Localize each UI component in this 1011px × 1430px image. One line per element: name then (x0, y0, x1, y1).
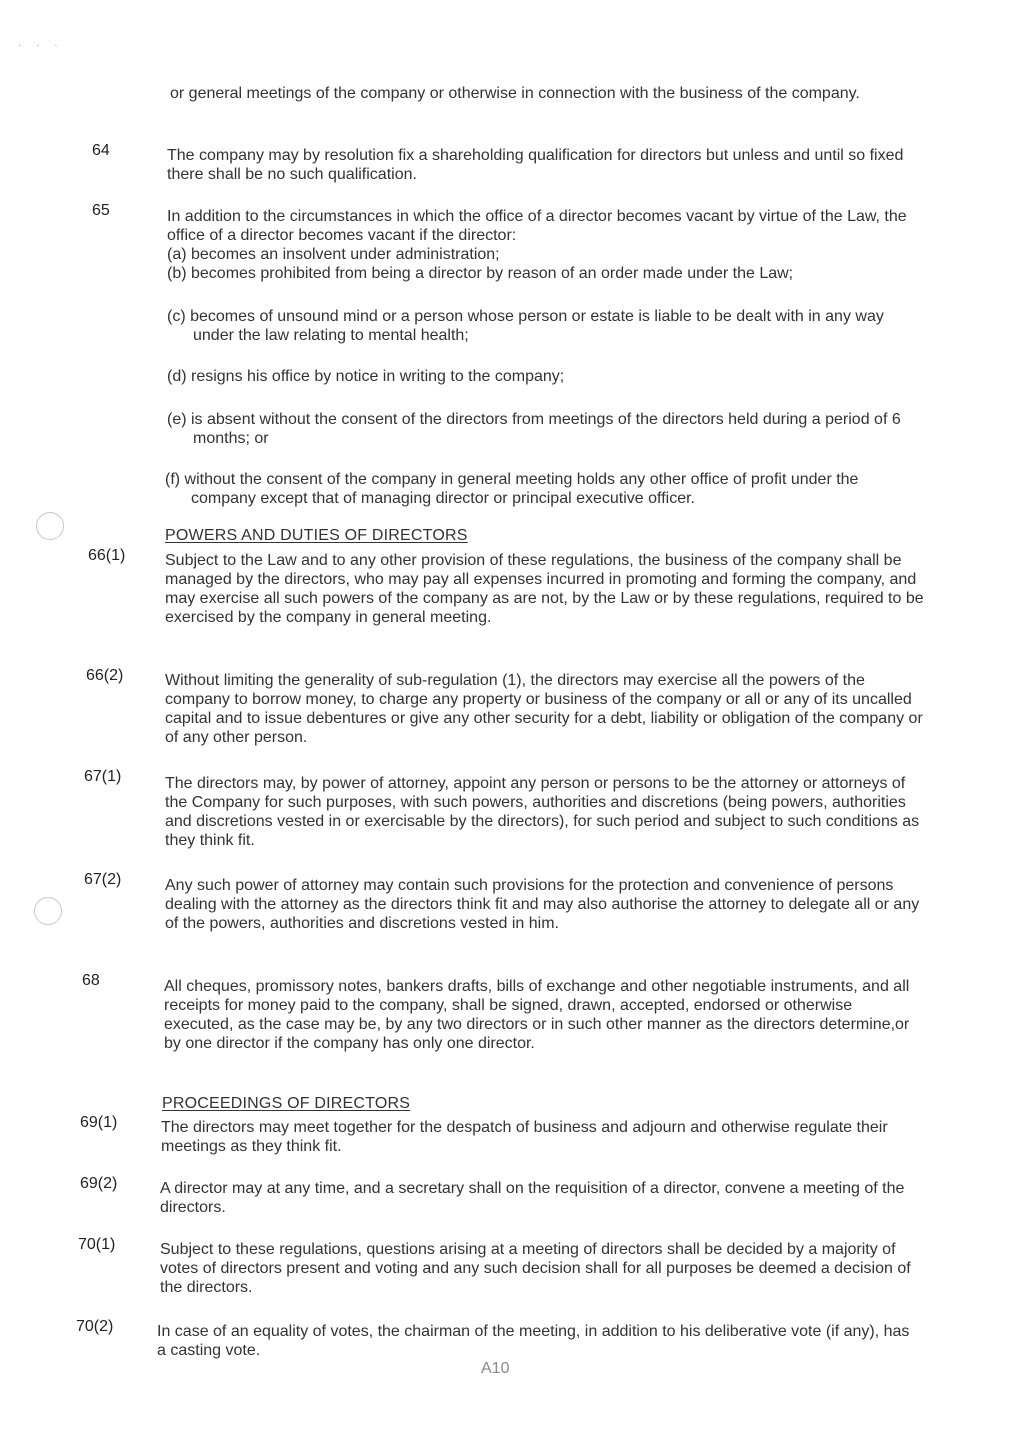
clause-number: 70(2) (76, 1318, 114, 1335)
clause-item-d (167, 367, 927, 386)
intro-text: or general meetings of the company or otherwise in connection with the business of the company. (170, 85, 860, 102)
clause-text: Without limiting the generality of sub-regulation (1), the directors may exercise all the powers of the company to borrow money, to charge any property or business of the company or all or any of its uncalled capital and to issue debentures or give any other security for a debt, liability or obligation of the company or of any other person. (165, 672, 923, 746)
clause-number: 66(1) (88, 547, 126, 564)
clause-item-c (167, 307, 927, 345)
clause-text: A director may at any time, and a secretary shall on the requisition of a director, convene a meeting of the directors. (160, 1180, 905, 1216)
clause-item-a: (a) becomes an insolvent under administration; (167, 246, 500, 263)
clause-item-c-text: (c) becomes of unsound mind or a person whose person or estate is liable to be dealt with in any way under the law relating to mental health; (167, 308, 884, 344)
section-heading-powers: POWERS AND DUTIES OF DIRECTORS (165, 527, 468, 544)
clause-number: 70(1) (78, 1236, 116, 1253)
scan-specks: · · · (18, 40, 64, 51)
clause-item-f-text: (f) without the consent of the company in general meeting holds any other office of profit under the company except that of managing director or principal executive officer. (165, 471, 859, 507)
clause-text: Subject to these regulations, questions arising at a meeting of directors shall be decided by a majority of votes of directors present and voting and any such decision shall for all purposes be deemed a decision of the directors. (160, 1241, 911, 1296)
clause-text: All cheques, promissory notes, bankers drafts, bills of exchange and other negotiable instruments, and all receipts for money paid to the company, shall be signed, drawn, accepted, endorsed or otherwise executed, as the case may be, by any two directors or in such other manner as the directors determine,or by one director if the company has only one director. (164, 978, 910, 1052)
punch-hole-top (36, 512, 64, 540)
clause-number: 68 (82, 972, 100, 989)
clause-number: 67(2) (84, 871, 122, 888)
clause-65-block (167, 207, 927, 283)
clause-text: Subject to the Law and to any other provision of these regulations, the business of the company shall be managed by the directors, who may pay all expenses incurred in promoting and forming the company, and may exercise all such powers of the company as are not, by the Law or by these regulations, required to be exercised by the company in general meeting. (165, 552, 924, 626)
clause-item-f (165, 470, 925, 508)
clause-number: 69(1) (80, 1114, 118, 1131)
punch-hole-bottom (34, 897, 62, 925)
clause-item-b: (b) becomes prohibited from being a director by reason of an order made under the Law; (167, 265, 794, 282)
clause-item-e-text: (e) is absent without the consent of the directors from meetings of the directors held during a period of 6 months; or (167, 411, 901, 447)
clause-text: The company may by resolution fix a shareholding qualification for directors but unless and until so fixed there shall be no such qualification. (167, 147, 904, 183)
clause-text: The directors may, by power of attorney, appoint any person or persons to be the attorney or attorneys of the Company for such purposes, with such powers, authorities and discretions (being powers, authorities and discretions vested in or exercisable by the directors), for such period and subject to such conditions as they think fit. (165, 775, 920, 849)
clause-text: The directors may meet together for the despatch of business and adjourn and otherwise regulate their meetings as they think fit. (161, 1119, 888, 1155)
clause-number: 67(1) (84, 768, 122, 785)
clause-text: In case of an equality of votes, the chairman of the meeting, in addition to his deliberative vote (if any), has a casting vote. (157, 1323, 910, 1359)
clause-number: 66(2) (86, 667, 124, 684)
clause-number: 65 (92, 202, 110, 219)
clause-item-d-text: (d) resigns his office by notice in writing to the company; (167, 368, 565, 385)
clause-item-e (167, 410, 927, 448)
clause-text: In addition to the circumstances in which the office of a director becomes vacant by virtue of the Law, the office of a director becomes vacant if the director: (167, 208, 907, 244)
section-heading-proceedings: PROCEEDINGS OF DIRECTORS (162, 1095, 411, 1112)
clause-number: 64 (92, 142, 110, 159)
clause-text: Any such power of attorney may contain such provisions for the protection and convenience of persons dealing with the attorney as the directors think fit and may also authorise the attorney to delegate all or any of the powers, authorities and discretions vested in him. (165, 877, 920, 932)
clause-number: 69(2) (80, 1175, 118, 1192)
page-number: A10 (481, 1360, 510, 1377)
